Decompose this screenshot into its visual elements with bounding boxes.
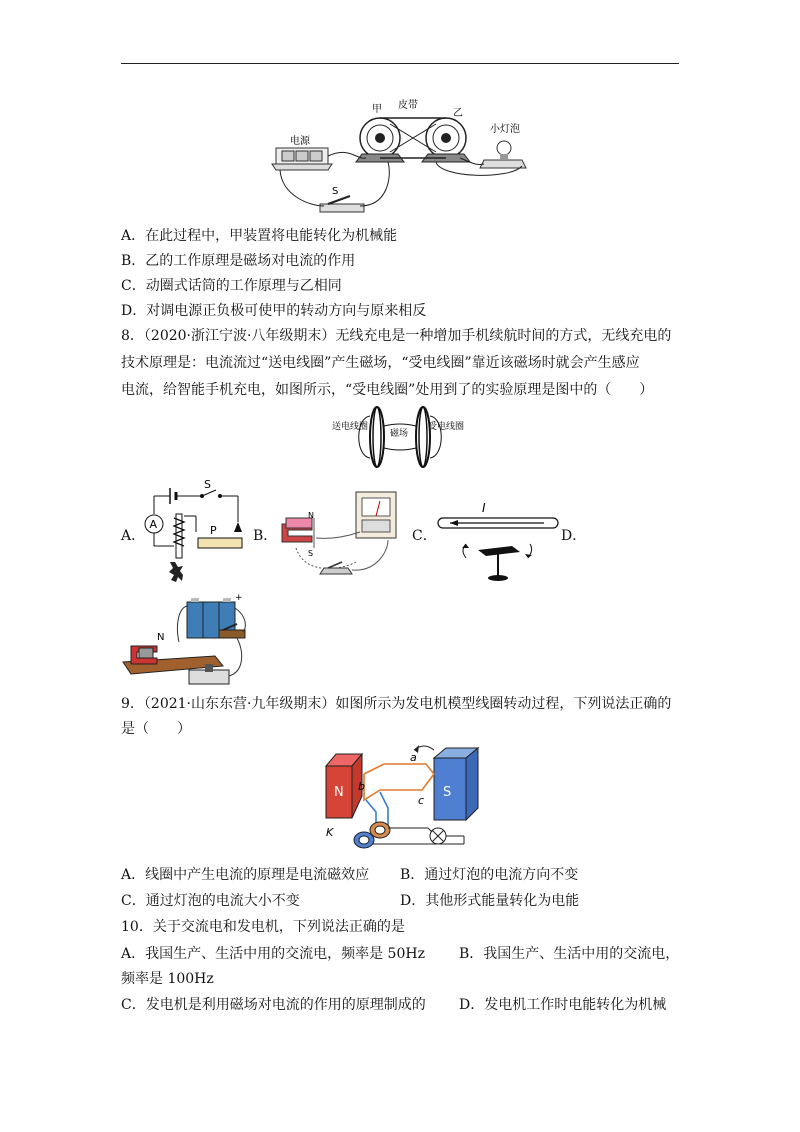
- q9-option-b: B．通过灯泡的电流方向不变: [400, 867, 579, 883]
- fig9-a-label: a: [410, 751, 417, 764]
- q8-option-d-letter: D．: [561, 528, 587, 544]
- q10-option-b: B．我国生产、生活中用的交流电，: [459, 946, 680, 962]
- q8-stem-line-2: 技术原理是：电流流过“送电线圈”产生磁场，“受电线圈”靠近该磁场时就会产生感应: [121, 355, 640, 371]
- fig-b-n-label: N: [308, 511, 314, 520]
- q8-figure-d-motor-circuit: [119, 594, 255, 692]
- q8-wireless-coil-figure: [330, 404, 470, 470]
- q9-option-c: C．通过灯泡的电流大小不变: [121, 893, 300, 909]
- q8-figure-c-oersted: [436, 500, 562, 586]
- switch-label: S: [332, 186, 339, 197]
- q9-option-d: D．其他形式能量转化为电能: [400, 893, 580, 909]
- q8-figure-b-galvanometer: [276, 488, 406, 584]
- yi-label: 乙: [453, 108, 463, 119]
- field-label: 磁场: [390, 429, 409, 439]
- fig9-k-label: K: [326, 826, 334, 839]
- q7-option-d: D．对调电源正负极可使甲的转动方向与原来相反: [121, 303, 427, 319]
- q10-option-a: A．我国生产、生活中用的交流电，频率是 50Hz: [121, 946, 425, 962]
- fig-d-n-label: N: [157, 632, 165, 643]
- q8-figure-a-electromagnet: [140, 478, 250, 586]
- fig-a-slider-label: P: [210, 524, 217, 537]
- belt-label: 皮带: [398, 100, 418, 111]
- fig-d-plus-label: +: [235, 593, 243, 603]
- q9-stem-line-2: 是（ ）: [121, 721, 191, 737]
- q7-option-a: A．在此过程中，甲装置将电能转化为机械能: [121, 228, 398, 244]
- fig9-n-label: N: [334, 785, 344, 800]
- q9-option-a: A．线圈中产生电流的原理是电流磁效应: [121, 867, 370, 883]
- fig-c-current-label: I: [482, 501, 486, 515]
- fig9-b-label: b: [358, 780, 365, 793]
- recv-coil-label: 受电线圈: [428, 422, 465, 432]
- header-rule: [121, 63, 679, 64]
- q8-stem-line-1: 8．（2020·浙江宁波·八年级期末）无线充电是一种增加手机续航时间的方式，无线充电的: [121, 328, 672, 344]
- q8-option-b-letter: B．: [253, 528, 278, 544]
- q10-stem: 10．关于交流电和发电机，下列说法正确的是: [121, 919, 405, 935]
- q7-option-b: B．乙的工作原理是磁场对电流的作用: [121, 253, 356, 269]
- q9-stem-line-1: 9．（2021·山东东营·九年级期末）如图所示为发电机模型线圈转动过程，下列说法正确的: [121, 696, 672, 712]
- q9-generator-figure: [322, 744, 482, 860]
- fig-a-switch-label: S: [204, 478, 211, 491]
- q7-option-c: C．动圈式话筒的工作原理与乙相同: [121, 278, 342, 294]
- q10-option-c: C．发电机是利用磁场对电流的作用的原理制成的: [121, 997, 426, 1013]
- fig-b-s-label: S: [308, 549, 314, 558]
- bulb-label: 小灯泡: [490, 124, 520, 135]
- jia-label: 甲: [372, 104, 382, 115]
- q7-motor-generator-figure: [270, 96, 530, 216]
- q8-option-c-letter: C．: [412, 528, 437, 544]
- q8-option-a-letter: A．: [121, 528, 146, 544]
- fig-a-ammeter-label: A: [149, 518, 158, 531]
- power-label: 电源: [290, 136, 310, 147]
- q10-option-d: D．发电机工作时电能转化为机械: [459, 997, 667, 1013]
- send-coil-label: 送电线圈: [332, 422, 369, 432]
- q10-option-b-cont: 频率是 100Hz: [121, 971, 214, 987]
- q8-stem-line-3: 电流，给智能手机充电，如图所示，“受电线圈”处用到了的实验原理是图中的（ ）: [121, 382, 654, 398]
- fig9-c-label: c: [418, 794, 425, 807]
- fig9-s-label: S: [443, 785, 452, 800]
